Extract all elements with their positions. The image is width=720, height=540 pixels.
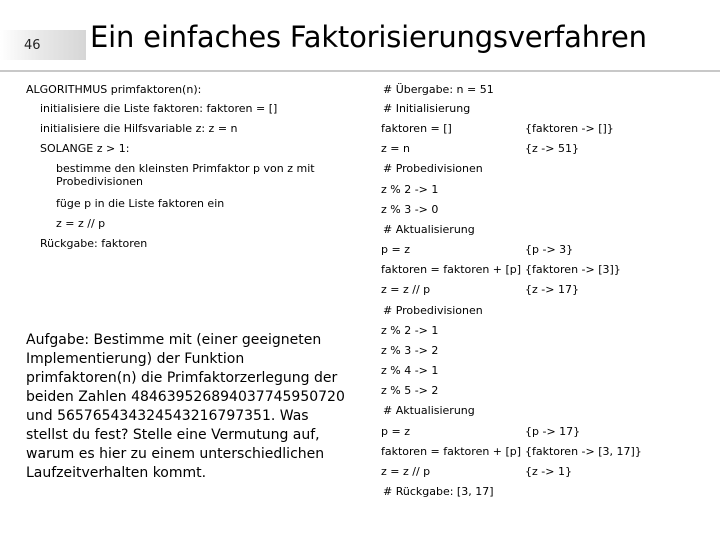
slide-number-background [0, 30, 86, 60]
trace-line: faktoren = [] [381, 122, 452, 135]
algorithm-step: Rückgabe: faktoren [40, 237, 148, 250]
trace-line: z = z // p [381, 283, 431, 296]
trace-state: {faktoren -> [3]} [525, 263, 621, 276]
trace-state: {p -> 17} [525, 425, 581, 438]
trace-line: # Aktualisierung [383, 223, 475, 236]
trace-line: z % 5 -> 2 [381, 384, 439, 397]
trace-line: # Übergabe: n = 51 [383, 83, 494, 96]
trace-line: # Rückgabe: [3, 17] [383, 485, 494, 498]
algorithm-step: SOLANGE z > 1: [40, 142, 130, 155]
task-text: Aufgabe: Bestimme mit (einer geeigneten Implementierung) der Funktion primfaktoren(n) die Primfaktorzerlegung der beiden Zahlen 484639526894037745950720 und 565765434324543216797351. Was stellst du fest? Stelle eine Vermutung auf, warum es hier zu einem unterschiedlichen Laufzeitverhalten kommt. [26, 332, 345, 481]
trace-line: p = z [381, 243, 410, 256]
trace-line: z % 3 -> 2 [381, 344, 439, 357]
algorithm-step: füge p in die Liste faktoren ein [56, 197, 225, 210]
trace-line: z = n [381, 142, 410, 155]
slide-title: Ein einfaches Faktorisierungsverfahren [90, 20, 647, 54]
trace-line: z % 2 -> 1 [381, 183, 439, 196]
trace-state: {z -> 51} [525, 142, 579, 155]
trace-state: {z -> 17} [525, 283, 579, 296]
algorithm-header: ALGORITHMUS primfaktoren(n): [26, 83, 202, 96]
trace-line: # Probedivisionen [383, 304, 483, 317]
trace-state: {faktoren -> [3, 17]} [525, 445, 642, 458]
trace-line: z % 4 -> 1 [381, 364, 439, 377]
algorithm-step: initialisiere die Hilfsvariable z: z = n [40, 122, 238, 135]
trace-state: {faktoren -> []} [525, 122, 614, 135]
algorithm-step: initialisiere die Liste faktoren: faktoren = [] [40, 102, 278, 115]
trace-line: # Aktualisierung [383, 404, 475, 417]
trace-line: # Initialisierung [383, 102, 471, 115]
trace-line: z % 2 -> 1 [381, 324, 439, 337]
trace-state: {z -> 1} [525, 465, 572, 478]
trace-line: faktoren = faktoren + [p] [381, 263, 522, 276]
slide-number: 46 [24, 38, 41, 53]
trace-line: # Probedivisionen [383, 162, 483, 175]
trace-state: {p -> 3} [525, 243, 574, 256]
title-divider [0, 70, 720, 72]
trace-line: faktoren = faktoren + [p] [381, 445, 522, 458]
algorithm-step: z = z // p [56, 217, 106, 230]
trace-line: p = z [381, 425, 410, 438]
trace-line: z % 3 -> 0 [381, 203, 439, 216]
trace-line: z = z // p [381, 465, 431, 478]
algorithm-step: bestimme den kleinsten Primfaktor p von z mit Probedivisionen [56, 162, 315, 188]
